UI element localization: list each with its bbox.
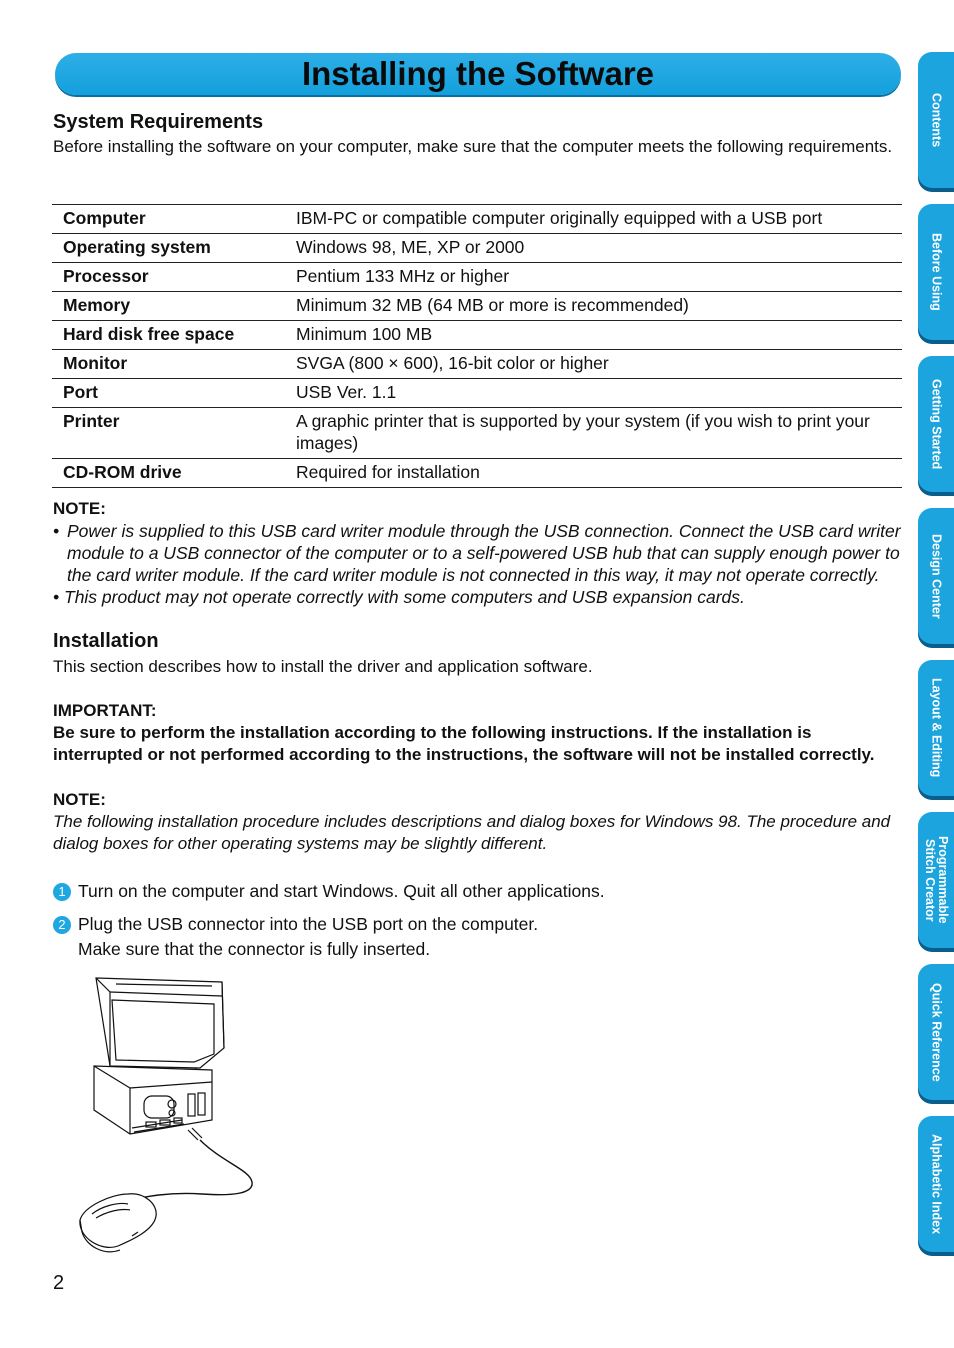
step-1 [53, 880, 605, 902]
requirement-label: Computer [52, 205, 285, 234]
table-row [52, 408, 902, 459]
table-row [52, 263, 902, 292]
side-tab-alphabetic-index[interactable]: Alphabetic Index [918, 1116, 954, 1252]
requirement-value: A graphic printer that is supported by your system (if you wish to print your images) [285, 408, 902, 459]
requirement-label: CD-ROM drive [52, 459, 285, 488]
title-banner [55, 53, 901, 95]
note-label-2: NOTE: [53, 790, 106, 809]
side-tab-getting-started[interactable]: Getting Started [918, 356, 954, 492]
table-row [52, 292, 902, 321]
requirement-value: Windows 98, ME, XP or 2000 [285, 234, 902, 263]
system-requirements-heading: System Requirements [53, 111, 264, 133]
requirement-label: Operating system [52, 234, 285, 263]
important-text: Be sure to perform the installation according to the following instructions. If the installation is interrupted or not performed according to the instructions, the software will not be installed correctly. [53, 723, 875, 764]
requirement-label: Memory [52, 292, 285, 321]
requirement-value: Minimum 32 MB (64 MB or more is recommended) [285, 292, 902, 321]
step-text: Plug the USB connector into the USB port on the computer. [78, 914, 539, 934]
installation-intro: This section describes how to install the driver and application software. [53, 657, 593, 676]
side-tab-contents[interactable]: Contents [918, 52, 954, 188]
requirements-table [52, 204, 902, 488]
step-subtext: Make sure that the connector is fully inserted. [78, 939, 431, 959]
requirement-label: Monitor [52, 350, 285, 379]
requirement-label: Hard disk free space [52, 321, 285, 350]
requirement-label: Port [52, 379, 285, 408]
step-number: 1 [53, 883, 71, 901]
side-tab-programmable-stitch-creator[interactable]: Programmable Stitch Creator [918, 812, 954, 948]
requirement-label: Printer [52, 408, 285, 459]
table-row [52, 321, 902, 350]
side-tab-design-center[interactable]: Design Center [918, 508, 954, 644]
step-text: Turn on the computer and start Windows. Quit all other applications. [78, 881, 605, 901]
step-2 [53, 913, 538, 960]
important-label: IMPORTANT: [53, 701, 157, 720]
system-requirements-intro: Before installing the software on your computer, make sure that the computer meets the following requirements. [53, 137, 893, 156]
side-tab-before-using[interactable]: Before Using [918, 204, 954, 340]
requirement-value: USB Ver. 1.1 [285, 379, 902, 408]
page-number: 2 [53, 1272, 65, 1294]
requirement-value: IBM-PC or compatible computer originally equipped with a USB port [285, 205, 902, 234]
computer-usb-illustration [72, 970, 262, 1260]
note-item: • This product may not operate correctly with some computers and USB expansion cards. [53, 587, 745, 607]
requirement-value: Pentium 133 MHz or higher [285, 263, 902, 292]
table-row [52, 205, 902, 234]
table-row [52, 234, 902, 263]
page-title: Installing the Software [301, 55, 655, 92]
side-tab-layout-editing[interactable]: Layout & Editing [918, 660, 954, 796]
installation-heading: Installation [53, 630, 159, 652]
table-row [52, 350, 902, 379]
side-tab-quick-reference[interactable]: Quick Reference [918, 964, 954, 1100]
note-item: • Power is supplied to this USB card writer module through the USB connection. Connect the USB card writer module to a USB connector of the computer or to a self-powered USB hub that can supply enough power to the card writer module. If the card writer module is not connected in this way, it may not operate correctly. [53, 521, 901, 585]
step-number: 2 [53, 916, 71, 934]
table-row [52, 459, 902, 488]
requirement-value: SVGA (800 × 600), 16-bit color or higher [285, 350, 902, 379]
note-label: NOTE: [53, 499, 106, 518]
note-list [53, 520, 903, 608]
requirement-value: Required for installation [285, 459, 902, 488]
table-row [52, 379, 902, 408]
requirement-value: Minimum 100 MB [285, 321, 902, 350]
requirement-label: Processor [52, 263, 285, 292]
note-text-2: The following installation procedure includes descriptions and dialog boxes for Windows 98. The procedure and dialog boxes for other operating systems may be slightly different. [53, 812, 891, 853]
